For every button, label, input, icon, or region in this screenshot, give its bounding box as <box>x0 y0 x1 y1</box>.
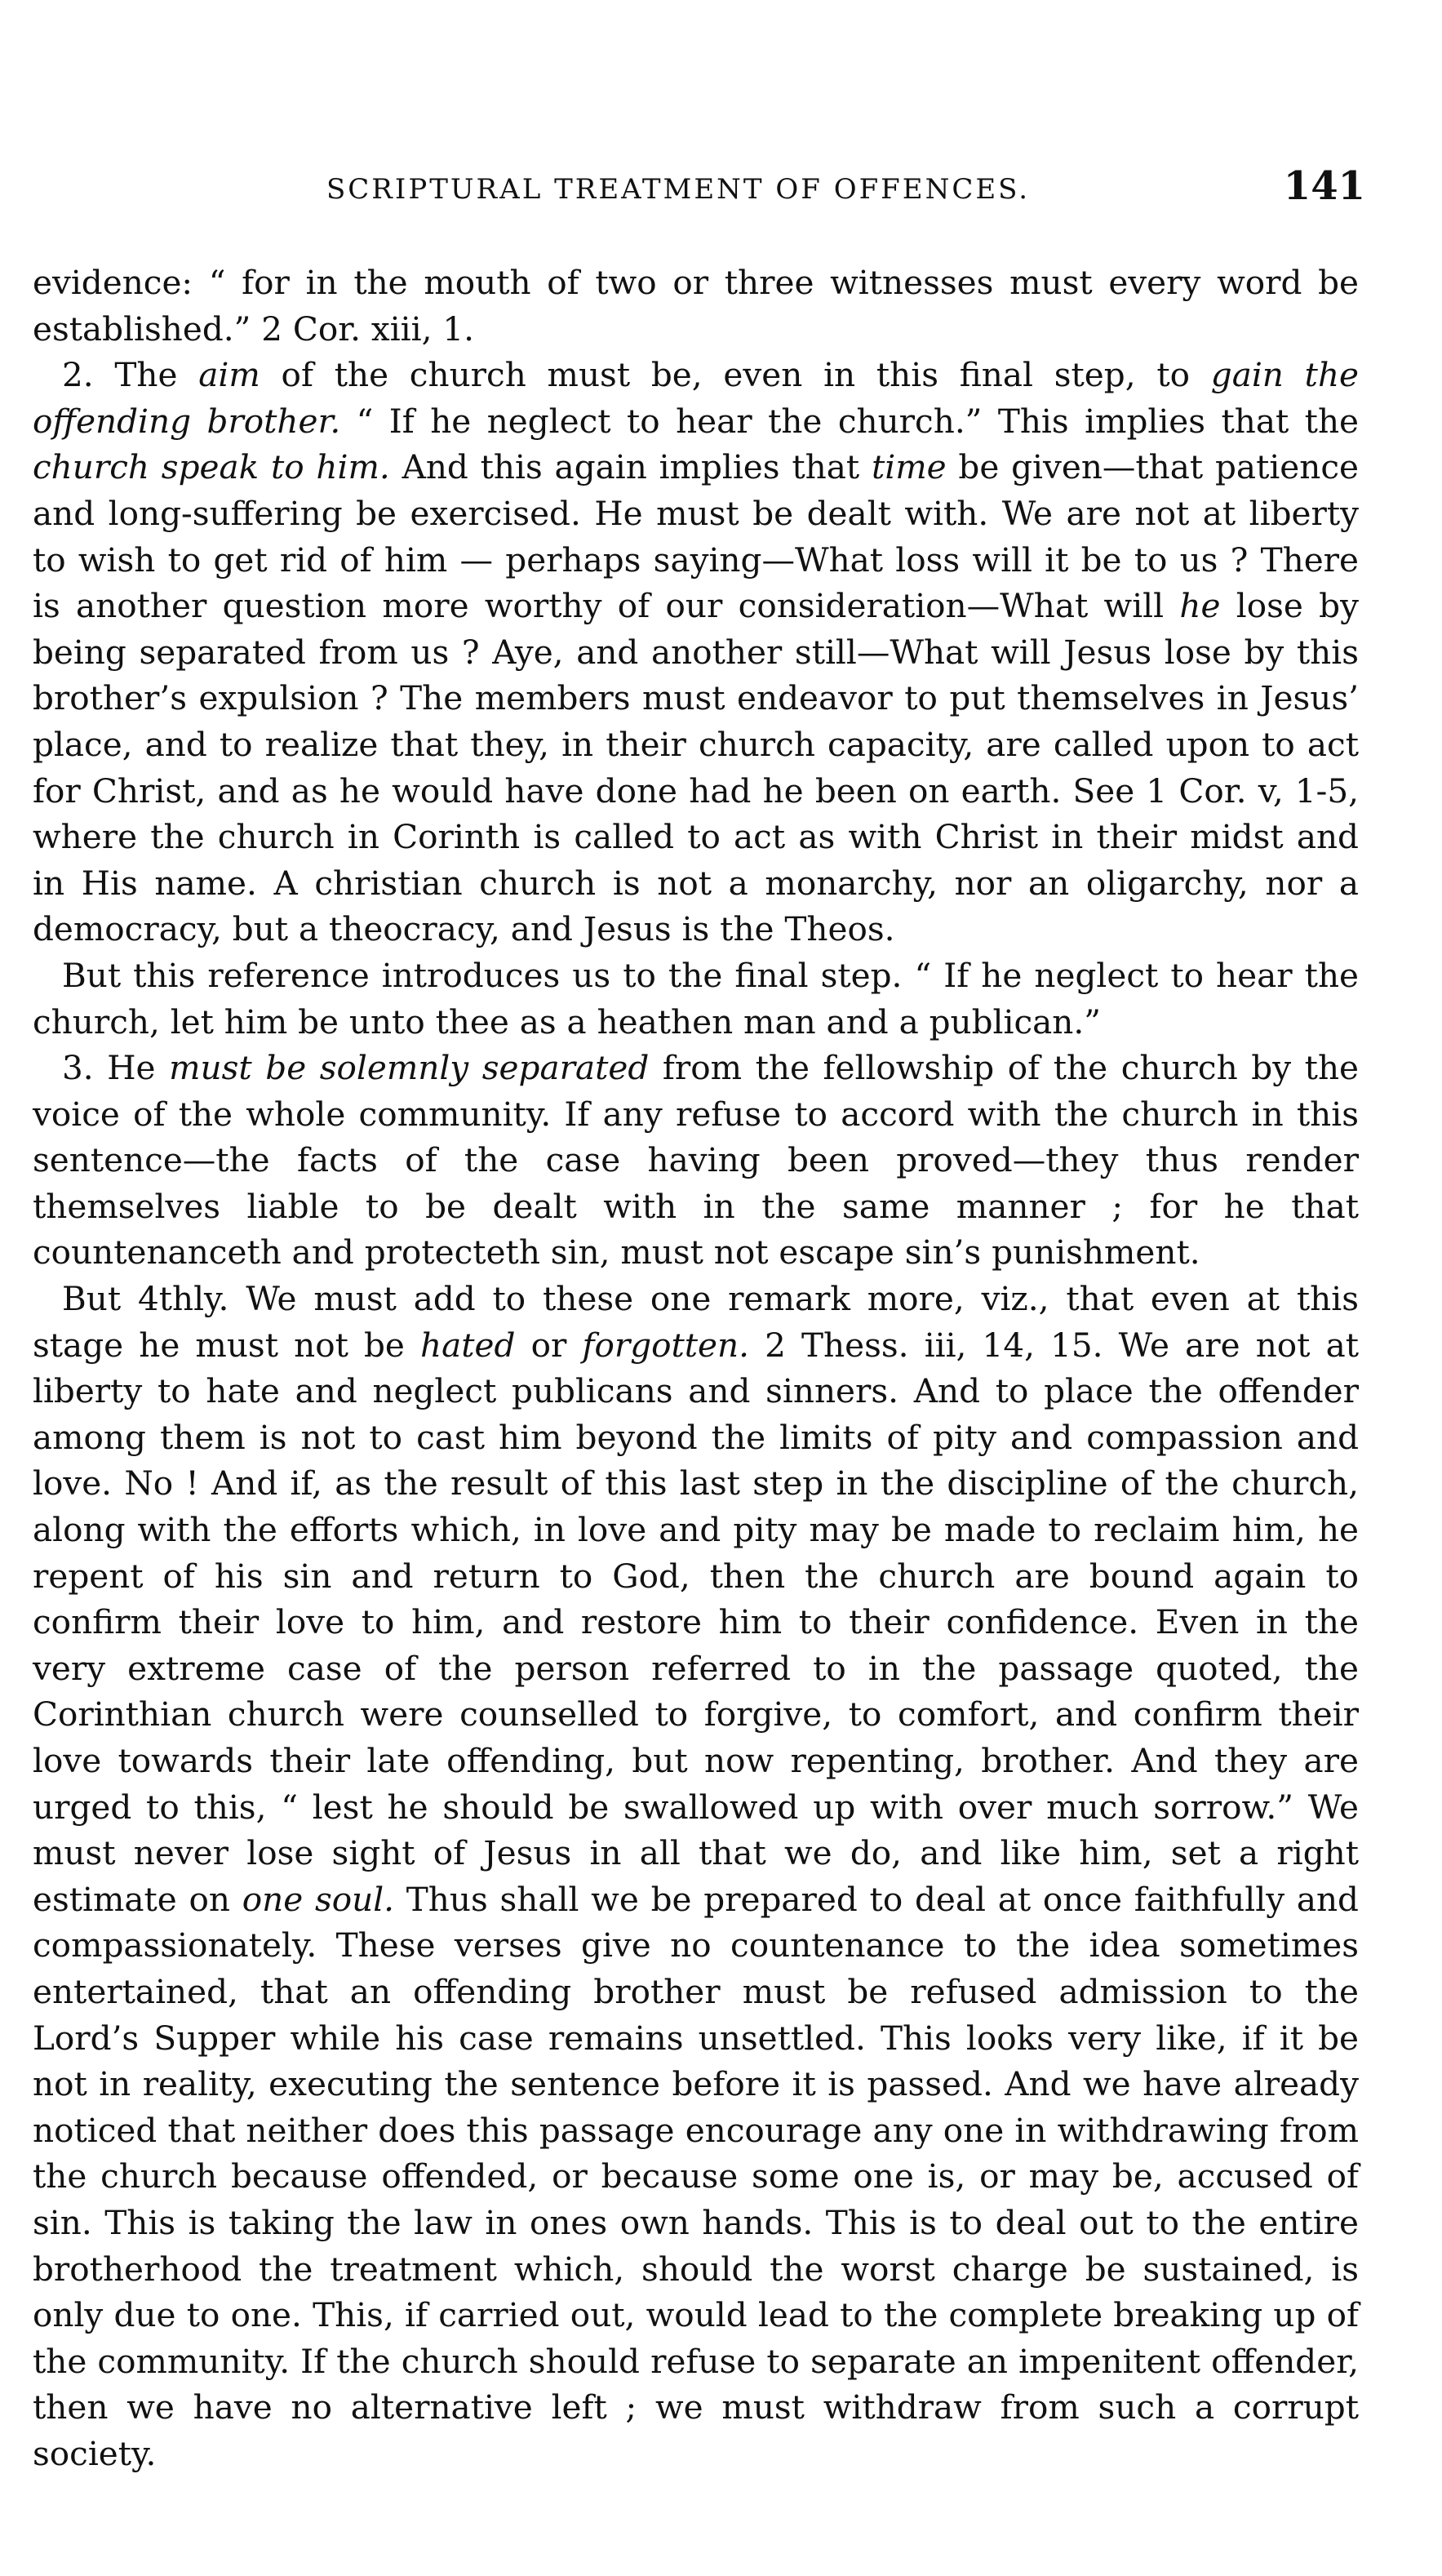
paragraph <box>33 1276 1359 2476</box>
italic-text: time <box>871 447 947 487</box>
text-run: But 4thly. We must add to these one remark more, viz., that even at this stage he must not be <box>33 1279 1359 1365</box>
page-number: 141 <box>1283 163 1365 209</box>
page-header <box>33 163 1365 212</box>
text-run: Thus shall we be prepared to deal at once faithfully and compassionately. These verses give no countenance to the idea sometimes entertained, that an offending brother must be refused admission to the Lord’s Supper while his case remains unsettled. This looks very like, if it be not in reality, executing the sentence before it is passed. And we have already noticed that neither does this passage encourage any one in withdrawing from the church because offended, or because some one is, or may be, accused of sin. This is taking the law in ones own hands. This is to deal out to the entire brotherhood the treatment which, should the worst charge be sustained, is only due to one. This, if carried out, would lead to the complete breaking up of the community. If the church should refuse to separate an impenitent offender, then we have no alternative left ; we must withdraw from such a corrupt society. <box>33 1879 1359 2473</box>
paragraph <box>33 953 1359 1045</box>
text-run: or <box>515 1325 583 1365</box>
text-run: 2. The <box>62 355 199 395</box>
text-run: be given—that patience and long-suffering be exercised. He must be dealt with. We are not at liberty to wish to get rid of him — perhaps saying—What loss will it be to us ? There is another question more worthy of our consideration—What will <box>33 447 1360 626</box>
italic-text: gain the offending brother. <box>33 355 1359 441</box>
paragraph <box>33 260 1359 352</box>
italic-text: one soul. <box>242 1879 395 1919</box>
italic-text: aim <box>198 355 260 395</box>
italic-text: he <box>1179 586 1221 626</box>
paragraph <box>33 352 1359 953</box>
text-run: And this again implies that <box>389 447 872 487</box>
text-run: 3. He <box>62 1048 170 1088</box>
body-text <box>33 260 1359 2477</box>
running-head: SCRIPTURAL TREATMENT OF OFFENCES. <box>326 173 1031 206</box>
text-run: lose by being separated from us ? Aye, and another still—What will Jesus lose by this brother’s expulsion ? The members must endeavor to put themselves in Jesus’ place, and to realize that they, in their church capacity, are called upon to act for Christ, and as he would have done had he been on earth. See 1 Cor. v, 1-5, where the church in Corinth is called to act as with Christ in their midst and in His name. A christian church is not a monarchy, nor an oligarchy, nor a democracy, but a theocracy, and Jesus is the Theos. <box>33 586 1359 949</box>
text-run: 2 Thess. iii, 14, 15. We are not at liberty to hate and neglect publicans and sinners. And to place the offender among them is not to cast him beyond the limits of pity and compassion and love. No ! And if, as the result of this last step in the discipline of the church, along with the efforts which, in love and pity may be made to reclaim him, he repent of his sin and return to God, then the church are bound again to confirm their love to him, and restore him to their confidence. Even in the very extreme case of the person referred to in the passage quoted, the Corinthian church were counselled to forgive, to comfort, and confirm their love towards their late offending, but now repenting, brother. And they are urged to this, “ lest he should be swallowed up with over much sorrow.” We must never lose sight of Jesus in all that we do, and like him, set a right estimate on <box>33 1325 1359 1919</box>
text-run: “ If he neglect to hear the church.” This implies that the <box>340 401 1360 441</box>
italic-text: forgotten. <box>582 1325 749 1365</box>
italic-text: church speak to him. <box>33 447 390 487</box>
text-run: from the fellowship of the church by the voice of the whole community. If any refuse to accord with the church in this sentence—the facts of the case having been proved—they thus render themselves liable to be dealt with in the same manner ; for he that countenanceth and protecteth sin, must not escape sin’s punishment. <box>33 1048 1359 1272</box>
italic-text: hated <box>420 1325 516 1365</box>
paragraph <box>33 1045 1359 1276</box>
text-run: But this reference introduces us to the final step. “ If he neglect to hear the church, let him be unto thee as a heathen man and a publican.” <box>33 955 1359 1042</box>
text-run: of the church must be, even in this final step, to <box>260 355 1211 395</box>
italic-text: must be solemnly separated <box>169 1048 650 1088</box>
text-run: evidence: “ for in the mouth of two or three witnesses must every word be established.” 2 Cor. xiii, 1. <box>33 263 1359 349</box>
